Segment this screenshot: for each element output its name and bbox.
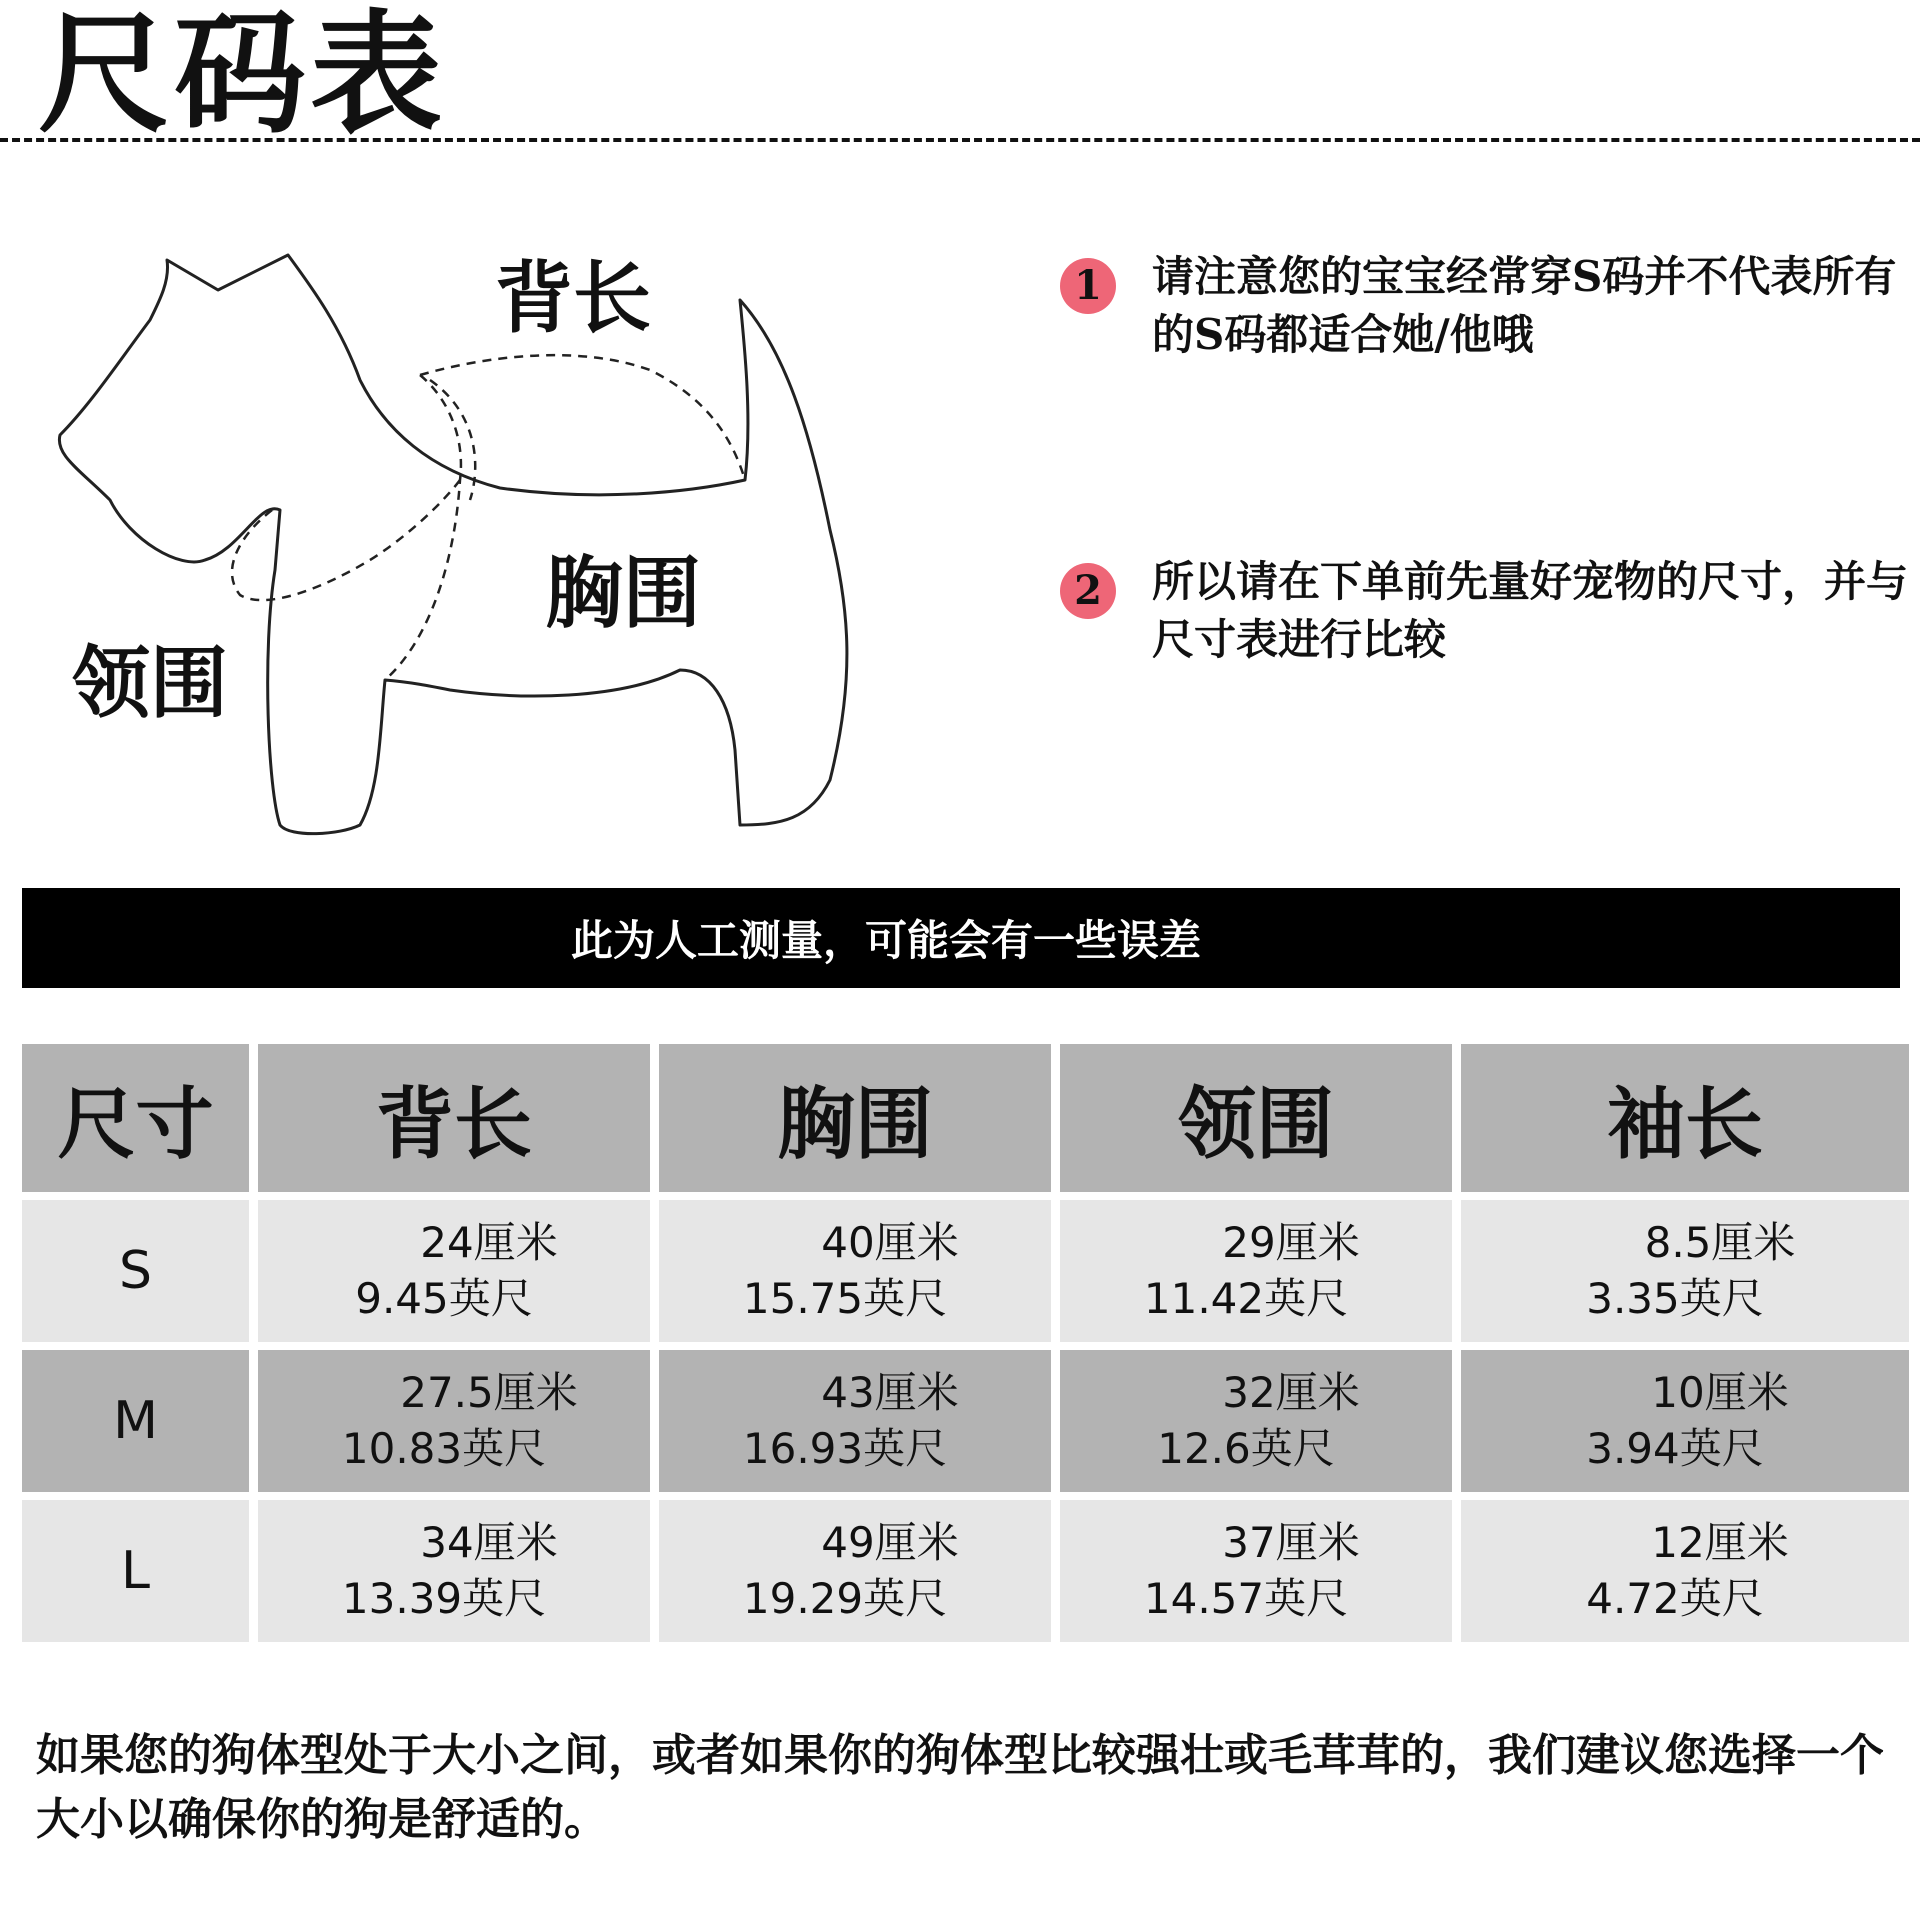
metric-value: 27.5厘米	[400, 1368, 578, 1417]
imperial-value: 10.83英尺	[341, 1424, 547, 1473]
header-neck: 领围	[1060, 1044, 1452, 1192]
imperial-value: 4.72英尺	[1586, 1574, 1764, 1623]
imperial-value: 19.29英尺	[742, 1574, 948, 1623]
table-cell	[659, 1200, 1051, 1342]
imperial-value: 14.57英尺	[1143, 1574, 1349, 1623]
note-number-badge: 2	[1060, 563, 1116, 619]
table-row	[22, 1350, 1909, 1492]
header-chest: 胸围	[659, 1044, 1051, 1192]
dog-outline	[59, 255, 847, 834]
size-value: M	[22, 1350, 249, 1492]
metric-value: 49厘米	[821, 1518, 959, 1567]
banner-text: 此为人工测量，可能会有一些误差	[570, 916, 1201, 965]
page-title: 尺码表	[38, 0, 446, 152]
table-row	[22, 1200, 1909, 1342]
chest-label: 胸围	[545, 549, 702, 639]
imperial-value: 15.75英尺	[742, 1274, 948, 1323]
header-sleeve-length: 袖长	[1461, 1044, 1909, 1192]
metric-value: 43厘米	[821, 1368, 959, 1417]
table-cell	[1461, 1200, 1909, 1342]
metric-value: 24厘米	[420, 1218, 558, 1267]
table-cell	[1060, 1500, 1452, 1642]
size-value: S	[22, 1200, 249, 1342]
imperial-value: 9.45英尺	[355, 1274, 533, 1323]
table-cell	[1461, 1500, 1909, 1642]
table-row	[22, 1500, 1909, 1642]
table-cell	[258, 1200, 650, 1342]
back-length-line	[420, 355, 745, 480]
imperial-value: 3.35英尺	[1586, 1274, 1764, 1323]
fit-advice-text: 如果您的狗体型处于大小之间，或者如果你的狗体型比较强壮或毛茸茸的，我们建议您选择一个大小以确保你的狗是舒适的。	[36, 1730, 1884, 1845]
note-text: 请注意您的宝宝经常穿S码并不代表所有的S码都适合她/他哦	[1152, 252, 1897, 359]
chest-line	[385, 375, 461, 680]
table-cell	[1461, 1350, 1909, 1492]
metric-value: 29厘米	[1222, 1218, 1360, 1267]
table-cell	[659, 1350, 1051, 1492]
imperial-value: 13.39英尺	[341, 1574, 547, 1623]
note-number-badge: 1	[1060, 258, 1116, 314]
imperial-value: 16.93英尺	[742, 1424, 948, 1473]
metric-value: 10厘米	[1651, 1368, 1789, 1417]
table-cell	[1060, 1350, 1452, 1492]
note-text: 所以请在下单前先量好宠物的尺寸，并与尺寸表进行比较	[1152, 557, 1909, 664]
neck-label: 领围	[72, 639, 229, 729]
imperial-value: 3.94英尺	[1586, 1424, 1764, 1473]
imperial-value: 12.6英尺	[1157, 1424, 1335, 1473]
chest-line-inner	[430, 380, 475, 500]
metric-value: 37厘米	[1222, 1518, 1360, 1567]
table-cell	[258, 1350, 650, 1492]
table-cell	[1060, 1200, 1452, 1342]
metric-value: 34厘米	[420, 1518, 558, 1567]
size-chart-table	[13, 1036, 1918, 1650]
neck-line	[232, 480, 460, 600]
dashed-divider	[0, 138, 1920, 142]
metric-value: 8.5厘米	[1644, 1218, 1796, 1267]
table-header-row	[22, 1044, 1909, 1192]
imperial-value: 11.42英尺	[1143, 1274, 1349, 1323]
header-size: 尺寸	[22, 1044, 249, 1192]
table-cell	[258, 1500, 650, 1642]
size-value: L	[22, 1500, 249, 1642]
metric-value: 32厘米	[1222, 1368, 1360, 1417]
measurement-disclaimer-banner	[22, 888, 1900, 988]
back-length-label: 背长	[495, 254, 652, 344]
header-back-length: 背长	[258, 1044, 650, 1192]
metric-value: 12厘米	[1651, 1518, 1789, 1567]
dog-measurement-diagram	[40, 230, 880, 850]
metric-value: 40厘米	[821, 1218, 959, 1267]
table-cell	[659, 1500, 1051, 1642]
